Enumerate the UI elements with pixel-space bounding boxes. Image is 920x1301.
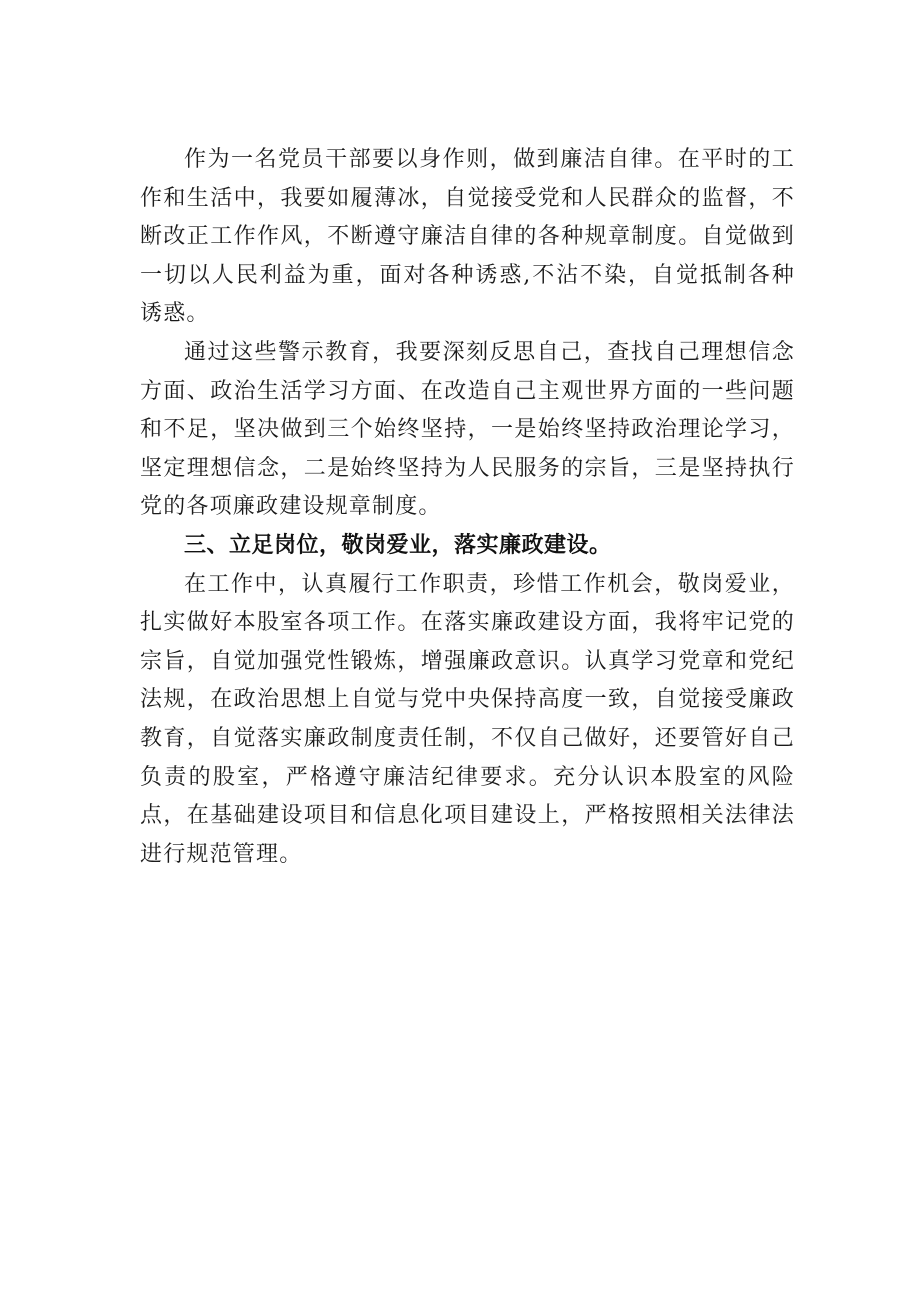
document-body — [140, 141, 795, 874]
paragraph-work-duties: 在工作中，认真履行工作职责，珍惜工作机会，敬岗爱业，扎实做好本股室各项工作。在落实廉政建设方面，我将牢记党的宗旨，自觉加强党性锻炼，增强廉政意识。认真学习党章和党纪法规，在政治思想上自觉与党中央保持高度一致，自觉接受廉政教育，自觉落实廉政制度责任制，不仅自己做好，还要管好自己负责的股室，严格遵守廉洁纪律要求。充分认识本股室的风险点，在基础建设项目和信息化项目建设上，严格按照相关法律法进行规范管理。 — [140, 571, 795, 867]
paragraph-warning-education: 通过这些警示教育，我要深刻反思自己，查找自己理想信念方面、政治生活学习方面、在改造自己主观世界方面的一些问题和不足，坚决做到三个始终坚持，一是始终坚持政治理论学习，坚定理想信念，二是始终坚持为人民服务的宗旨，三是坚持执行党的各项廉政建设规章制度。 — [140, 339, 795, 520]
section-heading: 三、立足岗位，敬岗爱业，落实廉政建设。 — [184, 532, 612, 558]
paragraph-self-discipline: 作为一名党员干部要以身作则，做到廉洁自律。在平时的工作和生活中，我要如履薄冰，自觉接受党和人民群众的监督，不断改正工作作风，不断遵守廉洁自律的各种规章制度。自觉做到一切以人民利益为重，面对各种诱惑,不沾不染，自觉抵制各种诱惑。 — [140, 147, 795, 327]
